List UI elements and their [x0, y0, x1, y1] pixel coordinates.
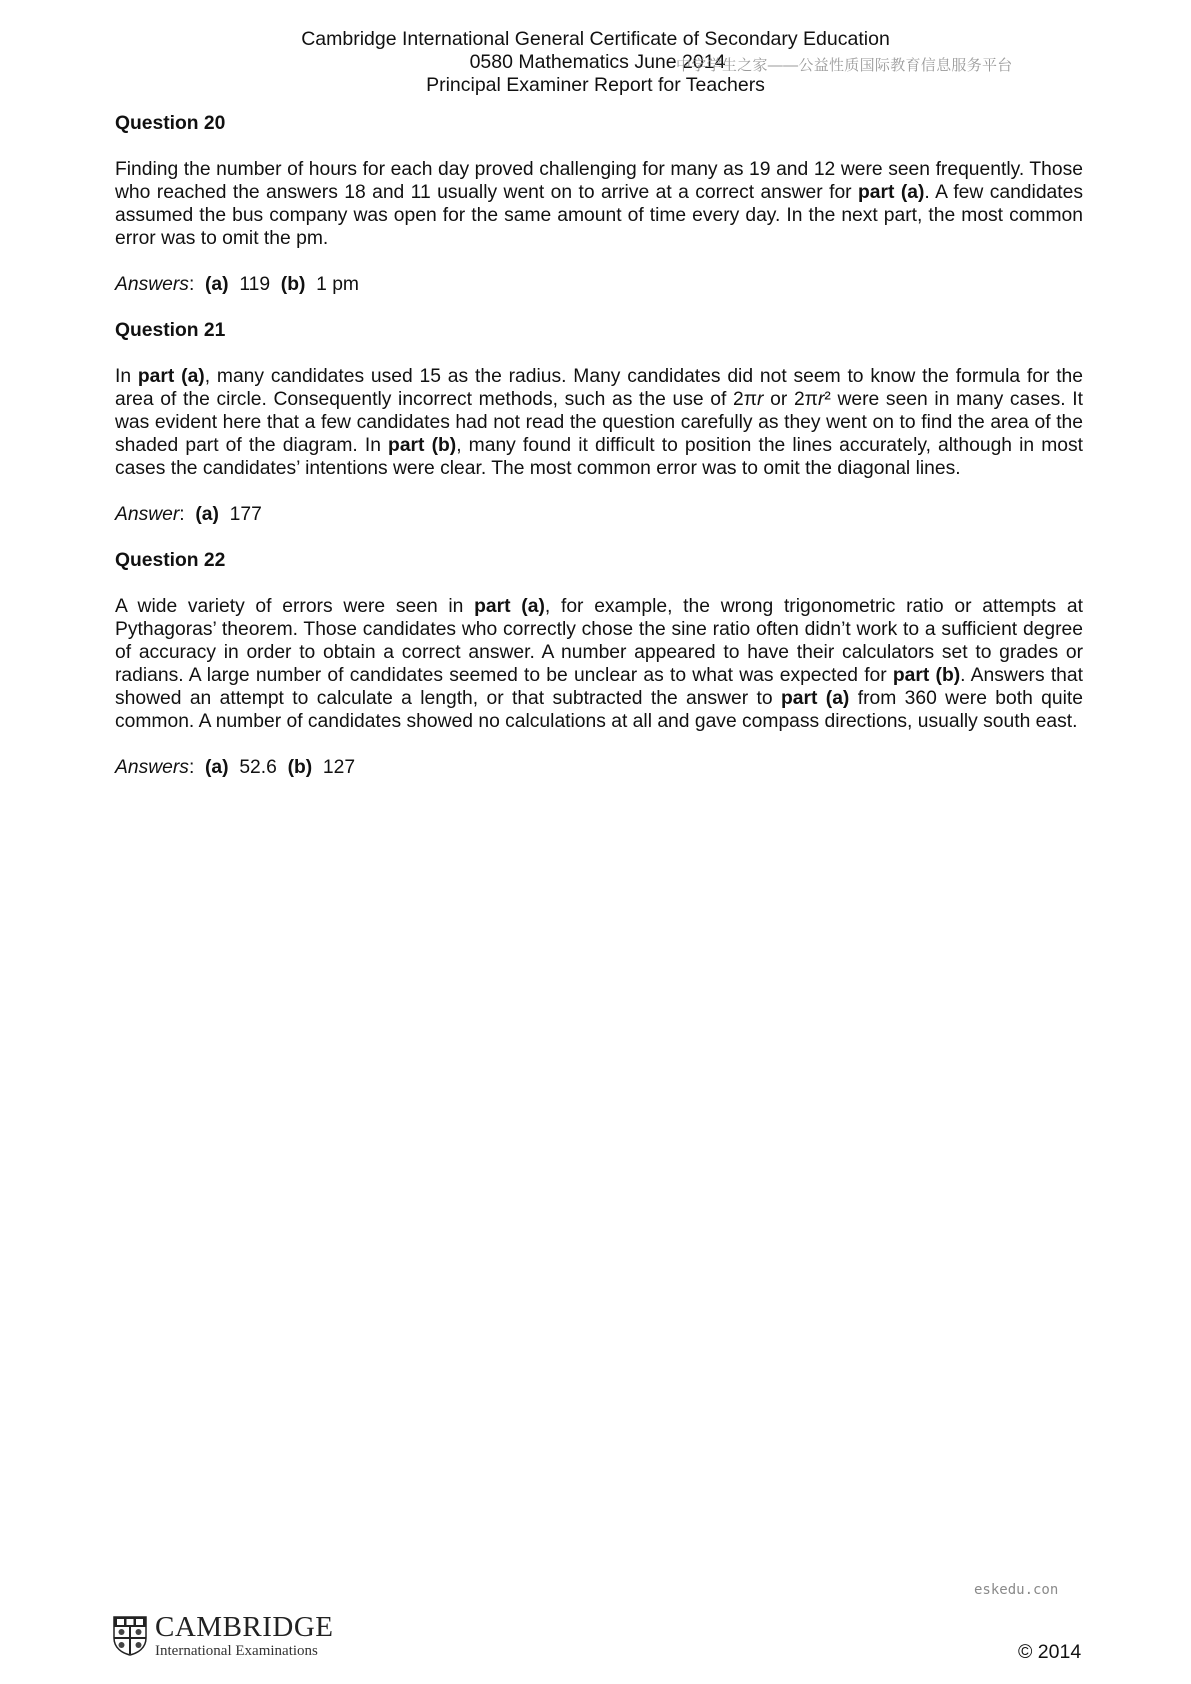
- question-commentary: [115, 595, 1083, 733]
- copyright-text: © 2014: [1018, 1641, 1082, 1663]
- answer-part-label: (b): [287, 757, 313, 778]
- header-subject: 0580 Mathematics June 2014: [469, 51, 726, 73]
- answer-part-label: (b): [280, 274, 306, 295]
- commentary-text: , many found it difficult to position the lines accurately, although in most cases the candidates’ intentions were clear. The most common error was to omit the diagonal lines.: [115, 435, 1083, 479]
- footer-site-text: eskedu.con: [974, 1582, 1059, 1598]
- header-report-type: Principal Examiner Report for Teachers: [426, 74, 765, 96]
- commentary-text: In: [115, 366, 138, 387]
- question-commentary: [115, 365, 1083, 480]
- question-title: Question 22: [115, 550, 226, 571]
- answer-part-label: (a): [205, 757, 229, 778]
- commentary-text: . Answers that showed an attempt to calculate a length, or that subtracted the answer to: [115, 665, 1083, 709]
- part-reference: part (b): [892, 665, 961, 686]
- answer-line: Answers: (a) 119 (b) 1 pm: [115, 274, 359, 295]
- logo-wordmark: [155, 1613, 334, 1659]
- cambridge-logo: [113, 1613, 334, 1659]
- answer-part-label: (a): [195, 504, 219, 525]
- commentary-text: ² were seen in many cases. It was evident here that a few candidates had not read the question carefully as they went on to find the area of the shaded part of the diagram. In: [115, 389, 1083, 456]
- answer-line: Answer: (a) 177: [115, 504, 262, 525]
- answer-line: Answers: (a) 52.6 (b) 127: [115, 757, 356, 778]
- part-reference: part (a): [781, 688, 850, 709]
- commentary-text: , many candidates used 15 as the radius. Many candidates did not seem to know the formula for the area of the circle. Consequently incorrect methods, such as the use of 2π: [115, 366, 1084, 410]
- header-title: Cambridge International General Certificate of Secondary Education: [301, 28, 890, 50]
- answer-value: 52.6: [239, 757, 277, 778]
- part-reference: part (b): [388, 435, 457, 456]
- answer-part-label: (a): [205, 274, 229, 295]
- answer-value: 1 pm: [316, 274, 359, 295]
- commentary-text: r: [817, 389, 825, 410]
- commentary-text: Finding the number of hours for each day proved challenging for many as 19 and 12 were seen frequently. Those who reached the answers 18 and 11 usually went on to arrive at a correct answer for: [115, 159, 1083, 203]
- commentary-text: , for example, the wrong trigonometric ratio or attempts at Pythagoras’ theorem. Those candidates who correctly chose the sine ratio often didn’t work to a sufficient degree of accuracy in order to obtain a correct answer. A number appeared to have their calculators set to grades or radians. A large number of candidates seemed to be unclear as to what was expected for: [115, 596, 1083, 686]
- questions-list: [115, 112, 1083, 779]
- commentary-text: or 2π: [763, 389, 818, 410]
- logo-subtitle: International Examinations: [155, 1643, 318, 1659]
- part-reference: part (a): [474, 596, 545, 617]
- commentary-text: from 360 were both quite common. A number of candidates showed no calculations at all and gave compass directions, usually south east.: [115, 688, 1083, 732]
- report-body: [115, 112, 1083, 802]
- part-reference: part (a): [858, 182, 925, 203]
- question-commentary: [115, 158, 1083, 250]
- commentary-text: A wide variety of errors were seen in: [115, 596, 475, 617]
- logo-name: CAMBRIDGE: [155, 1611, 334, 1643]
- commentary-text: r: [757, 389, 764, 410]
- question-title: Question 20: [115, 113, 226, 134]
- answer-value: 177: [229, 504, 262, 525]
- answer-value: 119: [239, 274, 271, 295]
- part-reference: part (a): [137, 366, 205, 387]
- answer-label: Answers: [115, 757, 189, 778]
- question-title: Question 21: [115, 320, 226, 341]
- commentary-text: . A few candidates assumed the bus company was open for the same amount of time every day. In the next part, the most common error was to omit the pm.: [115, 182, 1083, 249]
- answer-value: 127: [322, 757, 356, 778]
- answer-label: Answers: [115, 274, 189, 295]
- cambridge-shield-icon: [113, 1616, 147, 1656]
- answer-label: Answer: [115, 504, 180, 525]
- watermark-text: 中学学生之家——公益性质国际教育信息服务平台: [676, 57, 1013, 74]
